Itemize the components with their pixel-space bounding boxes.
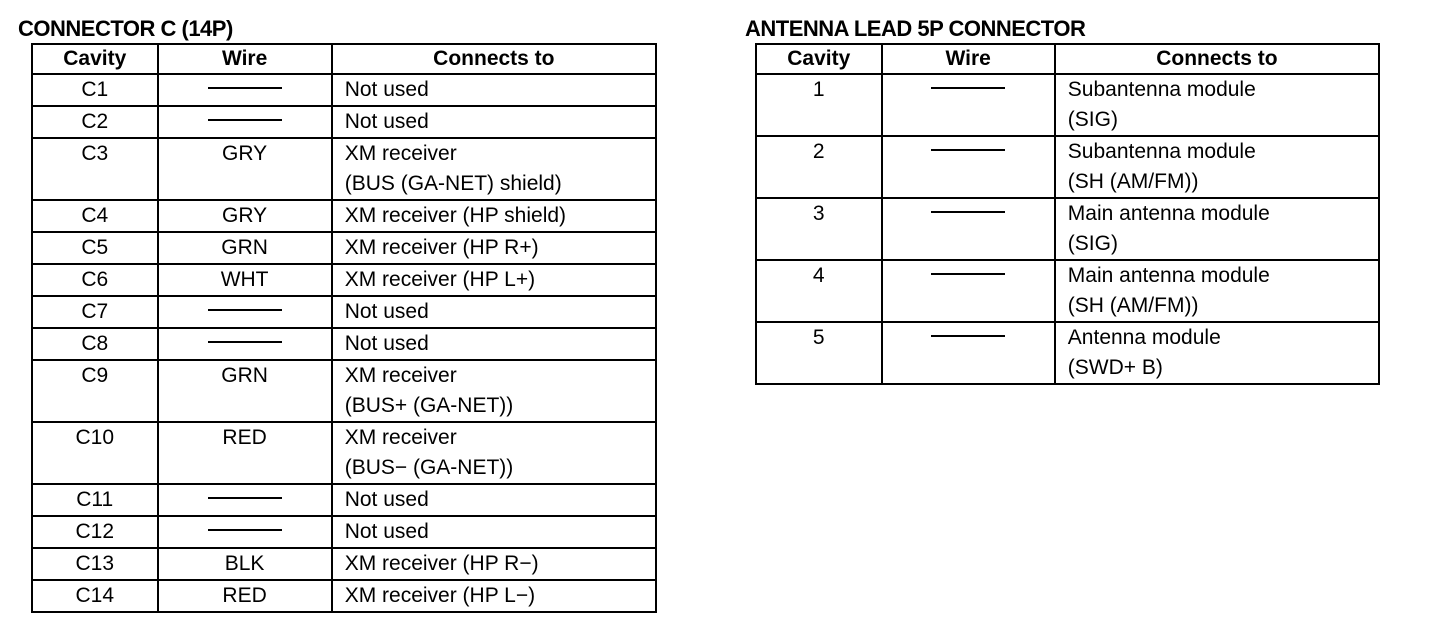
cavity-cell: C1 xyxy=(32,74,158,106)
table-row xyxy=(32,200,656,232)
connects-to-line: Antenna module xyxy=(1067,326,1221,349)
table-row xyxy=(756,260,1379,322)
table-row xyxy=(32,422,656,484)
wire-cell xyxy=(882,74,1055,136)
wire-cell xyxy=(158,516,332,548)
connects-to-line: XM receiver (HP R−) xyxy=(344,552,539,575)
connects-to-cell xyxy=(332,264,656,296)
wire-cell xyxy=(158,106,332,138)
table-row xyxy=(32,328,656,360)
connects-to-line: (BUS (GA-NET) shield) xyxy=(344,172,562,195)
wire-cell: GRN xyxy=(158,360,332,422)
header-connects-to: Connects to xyxy=(1055,44,1379,74)
header-wire: Wire xyxy=(882,44,1055,74)
connects-to-cell xyxy=(332,138,656,200)
no-wire-dash xyxy=(208,497,282,499)
table-row xyxy=(32,138,656,200)
connects-to-line: XM receiver (HP R+) xyxy=(344,236,539,259)
connects-to-cell xyxy=(332,484,656,516)
table-row xyxy=(32,106,656,138)
cavity-cell: C11 xyxy=(32,484,158,516)
connects-to-line: (BUS+ (GA-NET)) xyxy=(344,394,514,417)
table-row xyxy=(32,548,656,580)
antenna-lead-table xyxy=(755,43,1380,385)
cavity-cell: C10 xyxy=(32,422,158,484)
wire-cell: RED xyxy=(158,422,332,484)
cavity-cell: 1 xyxy=(756,74,882,136)
connects-to-line: Subantenna module xyxy=(1067,78,1256,101)
connects-to-line: Not used xyxy=(344,488,429,511)
no-wire-dash xyxy=(208,87,282,89)
connects-to-line: Not used xyxy=(344,332,429,355)
connects-to-line: XM receiver xyxy=(344,142,457,165)
cavity-cell: C9 xyxy=(32,360,158,422)
connects-to-line: XM receiver xyxy=(344,364,457,387)
cavity-cell: C6 xyxy=(32,264,158,296)
wire-cell: GRY xyxy=(158,200,332,232)
connects-to-line: (SIG) xyxy=(1067,232,1118,255)
connects-to-cell xyxy=(332,516,656,548)
connects-to-line: Main antenna module xyxy=(1067,264,1270,287)
no-wire-dash xyxy=(931,211,1005,213)
connects-to-cell xyxy=(332,548,656,580)
table-row xyxy=(32,264,656,296)
table-row xyxy=(32,580,656,612)
cavity-cell: C8 xyxy=(32,328,158,360)
connects-to-line: (SWD+ B) xyxy=(1067,356,1163,379)
connects-to-line: Main antenna module xyxy=(1067,202,1270,225)
cavity-cell: C12 xyxy=(32,516,158,548)
cavity-cell: 5 xyxy=(756,322,882,384)
table-row xyxy=(32,360,656,422)
connects-to-cell xyxy=(332,232,656,264)
connects-to-line: Subantenna module xyxy=(1067,140,1256,163)
header-row xyxy=(756,44,1379,74)
no-wire-dash xyxy=(931,273,1005,275)
connects-to-line: (SH (AM/FM)) xyxy=(1067,170,1199,193)
cavity-cell: C5 xyxy=(32,232,158,264)
connects-to-line: (SH (AM/FM)) xyxy=(1067,294,1199,317)
cavity-cell: C4 xyxy=(32,200,158,232)
wire-cell: GRY xyxy=(158,138,332,200)
connects-to-line: Not used xyxy=(344,110,429,133)
table-row xyxy=(756,136,1379,198)
connects-to-cell xyxy=(332,328,656,360)
connects-to-cell xyxy=(332,422,656,484)
connects-to-cell xyxy=(332,360,656,422)
connects-to-cell xyxy=(332,296,656,328)
connector-c-title: CONNECTOR C (14P) xyxy=(18,16,233,41)
wire-cell: RED xyxy=(158,580,332,612)
connects-to-cell xyxy=(332,74,656,106)
table-row xyxy=(756,322,1379,384)
table-row xyxy=(32,74,656,106)
connects-to-line: (SIG) xyxy=(1067,108,1118,131)
connects-to-cell xyxy=(1055,260,1379,322)
header-connects-to: Connects to xyxy=(332,44,656,74)
table-row xyxy=(756,74,1379,136)
no-wire-dash xyxy=(208,119,282,121)
connects-to-cell xyxy=(332,106,656,138)
table-row xyxy=(756,198,1379,260)
connects-to-line: (BUS− (GA-NET)) xyxy=(344,456,514,479)
connects-to-line: XM receiver (HP L+) xyxy=(344,268,536,291)
header-wire: Wire xyxy=(158,44,332,74)
connects-to-line: Not used xyxy=(344,300,429,323)
connects-to-cell xyxy=(1055,198,1379,260)
header-row xyxy=(32,44,656,74)
no-wire-dash xyxy=(931,87,1005,89)
no-wire-dash xyxy=(931,149,1005,151)
wire-cell: BLK xyxy=(158,548,332,580)
connects-to-line: Not used xyxy=(344,520,429,543)
wire-cell xyxy=(882,136,1055,198)
connects-to-cell xyxy=(1055,136,1379,198)
wire-cell xyxy=(158,484,332,516)
table-row xyxy=(32,516,656,548)
wire-cell: GRN xyxy=(158,232,332,264)
connects-to-line: Not used xyxy=(344,78,429,101)
connects-to-line: XM receiver xyxy=(344,426,457,449)
cavity-cell: 4 xyxy=(756,260,882,322)
no-wire-dash xyxy=(208,529,282,531)
antenna-lead-title: ANTENNA LEAD 5P CONNECTOR xyxy=(745,16,1086,41)
cavity-cell: 3 xyxy=(756,198,882,260)
table-row xyxy=(32,484,656,516)
table-row xyxy=(32,232,656,264)
wire-cell xyxy=(882,260,1055,322)
header-cavity: Cavity xyxy=(32,44,158,74)
cavity-cell: C2 xyxy=(32,106,158,138)
wire-cell: WHT xyxy=(158,264,332,296)
wire-cell xyxy=(882,198,1055,260)
connects-to-line: XM receiver (HP shield) xyxy=(344,204,567,227)
cavity-cell: 2 xyxy=(756,136,882,198)
cavity-cell: C3 xyxy=(32,138,158,200)
connects-to-line: XM receiver (HP L−) xyxy=(344,584,536,607)
no-wire-dash xyxy=(208,341,282,343)
connects-to-cell xyxy=(1055,322,1379,384)
wire-cell xyxy=(158,74,332,106)
connects-to-cell xyxy=(332,580,656,612)
cavity-cell: C7 xyxy=(32,296,158,328)
cavity-cell: C14 xyxy=(32,580,158,612)
wire-cell xyxy=(882,322,1055,384)
wire-cell xyxy=(158,328,332,360)
no-wire-dash xyxy=(931,335,1005,337)
wire-cell xyxy=(158,296,332,328)
header-cavity: Cavity xyxy=(756,44,882,74)
cavity-cell: C13 xyxy=(32,548,158,580)
connector-c-table xyxy=(31,43,657,613)
connects-to-cell xyxy=(1055,74,1379,136)
table-row xyxy=(32,296,656,328)
no-wire-dash xyxy=(208,309,282,311)
connects-to-cell xyxy=(332,200,656,232)
